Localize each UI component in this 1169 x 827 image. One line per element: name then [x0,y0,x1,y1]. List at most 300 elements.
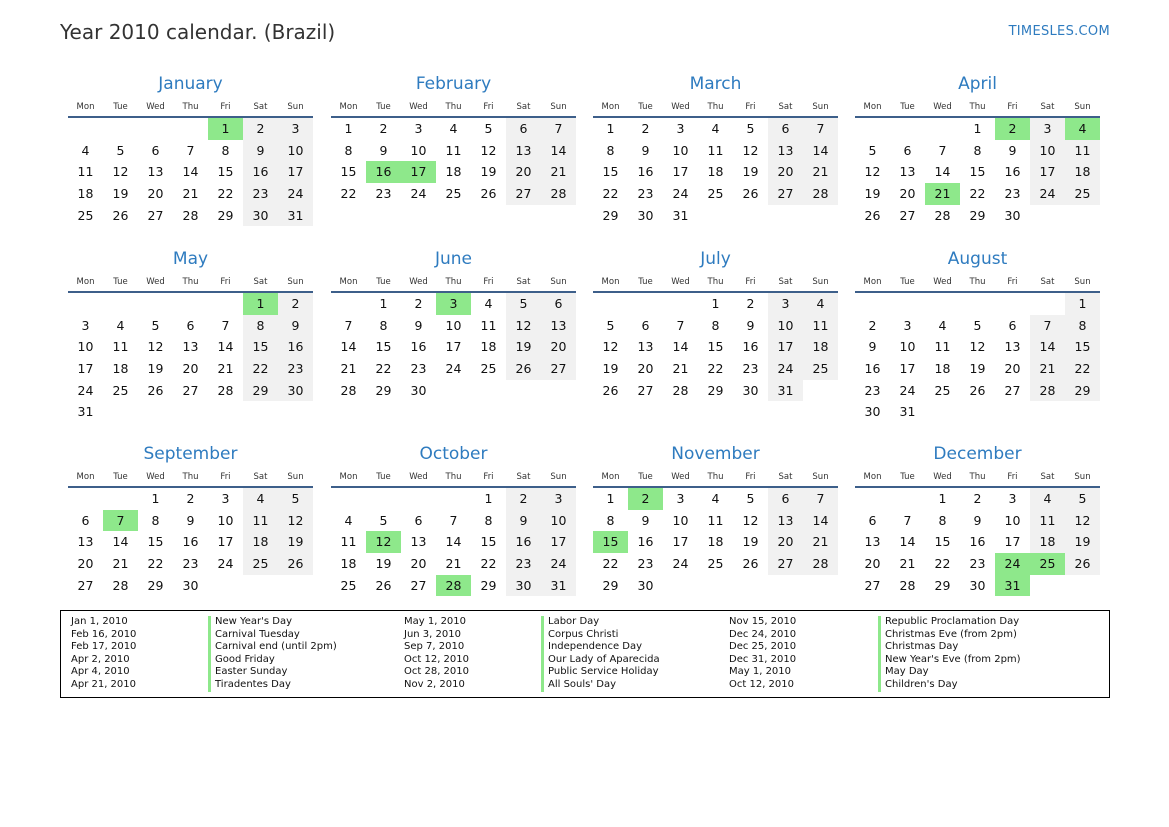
week-row [68,358,313,380]
day-cell: 24 [1030,183,1065,205]
day-cell: 2 [278,293,313,315]
site-link[interactable]: TIMESLES.COM [1008,24,1110,39]
day-cell: 23 [864,382,881,398]
day-cell: 5 [746,491,755,506]
weekday-label: Thu [707,277,724,287]
day-cell: 3 [768,293,803,315]
day-cell: 8 [151,512,160,528]
day-cell: 27 [77,577,94,593]
month-december [855,444,1100,596]
day-cell: 3 [541,488,576,510]
day-cell: 26 [1065,553,1100,575]
day-cell: 27 [768,553,803,575]
day-cell: 4 [243,488,278,510]
day-cell: 19 [375,556,392,572]
weekday-label: Fri [483,472,494,482]
holiday-name: Independence Day [541,641,660,654]
day-cell: 20 [899,186,916,202]
day-cell: 2 [746,296,755,311]
day-cell: 8 [711,317,720,333]
week-row [593,161,838,183]
day-cell: 27 [768,183,803,205]
day-cell: 30 [637,207,654,223]
day-cell: 10 [77,339,94,355]
holiday-name: New Year's Day [208,616,337,629]
day-cell: 23 [969,556,986,572]
day-cell: 7 [938,142,947,158]
day-cell: 30 [182,577,199,593]
day-cell: 19 [480,164,497,180]
holiday-name: Republic Proclamation Day [878,616,1021,629]
day-cell: 13 [541,315,576,337]
day-cell: 24 [995,553,1030,575]
week-row [855,401,1100,423]
week-row [855,118,1100,140]
week-row [68,161,313,183]
day-cell: 13 [147,164,164,180]
day-cell: 26 [147,382,164,398]
weekday-header-row [68,100,313,118]
empty-day [925,293,960,315]
weekday-label: Mon [76,472,95,482]
day-cell: 18 [707,534,724,550]
week-row [855,380,1100,402]
weekday-label: Sun [550,277,567,287]
day-cell: 6 [151,142,160,158]
weekday-label: Thu [445,277,462,287]
day-cell: 26 [506,358,541,380]
day-cell: 31 [77,404,94,420]
day-cell: 10 [899,339,916,355]
weekday-label: Fri [220,472,231,482]
month-name: September [143,444,238,464]
weekday-label: Mon [601,277,620,287]
week-row [855,293,1100,315]
day-cell: 15 [934,534,951,550]
day-cell: 13 [768,140,803,162]
day-cell: 13 [768,510,803,532]
day-cell: 6 [81,512,90,528]
holiday-name: New Year's Eve (from 2pm) [878,654,1021,667]
holiday-name: Our Lady of Aparecida [541,654,660,667]
week-row [331,531,576,553]
day-cell: 15 [375,339,392,355]
day-cell: 13 [1004,339,1021,355]
weekday-label: Thu [445,102,462,112]
day-cell: 21 [899,556,916,572]
day-cell: 22 [340,186,357,202]
day-cell: 17 [672,164,689,180]
day-cell: 4 [711,491,720,506]
week-row [593,553,838,575]
weekday-label: Thu [182,102,199,112]
day-cell: 26 [602,382,619,398]
day-cell: 4 [938,317,947,333]
day-cell: 18 [934,361,951,377]
weekday-label: Thu [969,277,986,287]
day-cell: 11 [340,534,357,550]
day-cell: 15 [707,339,724,355]
day-cell: 2 [414,296,423,311]
empty-day [471,380,506,402]
day-cell: 25 [1030,553,1065,575]
day-cell: 7 [344,317,353,333]
day-cell: 6 [903,142,912,158]
day-cell: 2 [868,317,877,333]
week-row [593,315,838,337]
empty-day [1030,205,1065,227]
holiday-name: Carnival end (until 2pm) [208,641,337,654]
day-cell: 23 [278,358,313,380]
week-row [68,553,313,575]
day-cell: 20 [637,361,654,377]
day-cell: 31 [672,207,689,223]
holiday-name: May Day [878,666,1021,679]
day-cell: 15 [602,164,619,180]
day-cell: 25 [112,382,129,398]
weekday-header-row [68,275,313,293]
day-cell: 16 [1004,164,1021,180]
weekday-header-row [855,470,1100,488]
day-cell: 30 [1004,207,1021,223]
week-row [855,205,1100,227]
day-cell: 28 [803,183,838,205]
day-cell: 13 [182,339,199,355]
holiday-name: Good Friday [208,654,337,667]
day-cell: 12 [742,512,759,528]
weekday-label: Sat [253,277,268,287]
day-cell: 20 [182,361,199,377]
day-cell: 15 [593,531,628,553]
weekday-header-row [331,470,576,488]
weekday-label: Fri [483,102,494,112]
empty-day [506,380,541,402]
day-cell: 22 [243,358,278,380]
day-cell: 13 [410,534,427,550]
empty-day [103,293,138,315]
weekday-label: Tue [900,472,915,482]
day-cell: 23 [637,556,654,572]
day-cell: 15 [243,336,278,358]
holiday-legend [60,610,1110,698]
weekday-label: Mon [601,472,620,482]
day-cell: 22 [707,361,724,377]
day-cell: 22 [480,556,497,572]
week-row [331,510,576,532]
holiday-date: Oct 12, 2010 [729,678,794,690]
empty-day [331,293,366,315]
day-cell: 2 [186,491,195,506]
day-cell: 28 [541,183,576,205]
weekday-label: Sat [778,277,793,287]
empty-day [1065,401,1100,423]
week-row [855,553,1100,575]
day-cell: 12 [366,531,401,553]
holiday-date: May 1, 2010 [404,616,467,627]
month-name: July [700,249,731,269]
day-cell: 21 [1030,358,1065,380]
weekday-label: Mon [601,102,620,112]
day-cell: 26 [864,207,881,223]
day-cell: 9 [278,315,313,337]
weekday-label: Tue [900,102,915,112]
day-cell: 13 [506,140,541,162]
empty-day [1030,575,1065,597]
day-cell: 4 [803,293,838,315]
empty-day [208,401,243,423]
day-cell: 4 [116,317,125,333]
week-row [855,510,1100,532]
empty-day [995,293,1030,315]
week-row [331,315,576,337]
weekday-label: Mon [339,472,358,482]
holiday-date: Apr 4, 2010 [71,666,130,678]
weekday-label: Fri [220,102,231,112]
holiday-date: Nov 15, 2010 [729,616,797,627]
day-cell: 20 [864,556,881,572]
day-cell: 5 [151,317,160,333]
day-cell: 6 [768,118,803,140]
day-cell: 2 [243,118,278,140]
day-cell: 5 [746,121,755,136]
holiday-date: Feb 16, 2010 [71,628,137,640]
week-row [68,293,313,315]
day-cell: 17 [401,161,436,183]
day-cell: 12 [112,164,129,180]
day-cell: 16 [864,361,881,377]
day-cell: 3 [1008,491,1017,506]
day-cell: 3 [676,121,685,136]
day-cell: 7 [103,510,138,532]
weekday-label: Wed [671,277,690,287]
weekday-label: Wed [933,102,952,112]
day-cell: 21 [217,361,234,377]
holiday-date: Oct 28, 2010 [404,666,469,678]
day-cell: 27 [864,577,881,593]
day-cell: 7 [1030,315,1065,337]
weekday-label: Fri [745,102,756,112]
weekday-label: Tue [900,277,915,287]
empty-day [925,118,960,140]
day-cell: 17 [278,161,313,183]
week-row [593,140,838,162]
empty-day [733,205,768,227]
day-cell: 3 [903,317,912,333]
day-cell: 19 [742,534,759,550]
day-cell: 14 [803,140,838,162]
weekday-label: Sat [253,472,268,482]
day-cell: 2 [641,121,650,136]
day-cell: 10 [672,512,689,528]
week-row [593,118,838,140]
day-cell: 28 [672,382,689,398]
day-cell: 3 [676,491,685,506]
day-cell: 25 [803,358,838,380]
day-cell: 30 [637,577,654,593]
weekday-label: Sun [1074,472,1091,482]
day-cell: 25 [707,556,724,572]
empty-day [593,293,628,315]
month-march [593,74,838,226]
day-cell: 1 [606,121,615,136]
day-cell: 30 [243,205,278,227]
week-row [593,380,838,402]
day-cell: 29 [969,207,986,223]
day-cell: 27 [147,207,164,223]
weekday-label: Wed [671,102,690,112]
empty-day [995,401,1030,423]
day-cell: 8 [344,142,353,158]
day-cell: 8 [243,315,278,337]
day-cell: 24 [445,361,462,377]
weekday-label: Thu [969,472,986,482]
holiday-name: Carnival Tuesday [208,629,337,642]
month-june [331,249,576,401]
empty-day [733,575,768,597]
day-cell: 15 [969,164,986,180]
day-cell: 30 [969,577,986,593]
day-cell: 7 [221,317,230,333]
weekday-label: Sun [550,472,567,482]
day-cell: 15 [147,534,164,550]
week-row [68,531,313,553]
day-cell: 18 [445,164,462,180]
day-cell: 18 [77,186,94,202]
empty-day [960,293,995,315]
day-cell: 19 [742,164,759,180]
empty-day [890,293,925,315]
day-cell: 25 [445,186,462,202]
month-february [331,74,576,205]
week-row [331,161,576,183]
day-cell: 17 [1004,534,1021,550]
day-cell: 25 [1065,183,1100,205]
empty-day [803,575,838,597]
day-cell: 9 [379,142,388,158]
day-cell: 28 [182,207,199,223]
day-cell: 9 [414,317,423,333]
day-cell: 1 [243,293,278,315]
day-cell: 31 [278,205,313,227]
week-row [855,336,1100,358]
holiday-date: Jun 3, 2010 [404,628,461,640]
day-cell: 5 [606,317,615,333]
day-cell: 8 [221,142,230,158]
day-cell: 6 [641,317,650,333]
weekday-label: Sun [812,102,829,112]
day-cell: 27 [182,382,199,398]
day-cell: 27 [1004,382,1021,398]
day-cell: 18 [803,336,838,358]
day-cell: 14 [112,534,129,550]
weekday-label: Wed [409,102,428,112]
day-cell: 25 [340,577,357,593]
day-cell: 23 [742,361,759,377]
weekday-label: Sun [812,277,829,287]
day-cell: 15 [340,164,357,180]
day-cell: 21 [803,161,838,183]
day-cell: 7 [676,317,685,333]
weekday-label: Wed [933,472,952,482]
empty-day [278,575,313,597]
week-row [68,118,313,140]
month-name: November [671,444,760,464]
day-cell: 7 [449,512,458,528]
weekday-label: Sat [1040,277,1055,287]
day-cell: 19 [864,186,881,202]
day-cell: 23 [375,186,392,202]
weekday-label: Wed [146,102,165,112]
empty-day [628,293,663,315]
month-name: August [947,249,1008,269]
day-cell: 15 [480,534,497,550]
weekday-label: Sat [1040,102,1055,112]
day-cell: 10 [541,510,576,532]
empty-day [768,205,803,227]
weekday-header-row [855,275,1100,293]
empty-day [103,118,138,140]
day-cell: 4 [449,121,458,136]
week-row [331,358,576,380]
weekday-label: Thu [445,472,462,482]
month-name: October [419,444,488,464]
weekday-label: Fri [745,277,756,287]
day-cell: 17 [672,534,689,550]
day-cell: 28 [217,382,234,398]
day-cell: 8 [379,317,388,333]
day-cell: 29 [707,382,724,398]
weekday-label: Sun [550,102,567,112]
day-cell: 20 [541,336,576,358]
holiday-name: Christmas Eve (from 2pm) [878,629,1021,642]
day-cell: 25 [77,207,94,223]
weekday-label: Mon [339,102,358,112]
day-cell: 10 [410,142,427,158]
holiday-date: Apr 21, 2010 [71,678,137,690]
day-cell: 27 [899,207,916,223]
month-name: March [689,74,742,94]
weekday-label: Wed [409,472,428,482]
day-cell: 1 [344,121,353,136]
day-cell: 9 [243,140,278,162]
day-cell: 21 [445,556,462,572]
day-cell: 4 [1065,118,1100,140]
empty-day [768,575,803,597]
week-row [855,531,1100,553]
day-cell: 21 [112,556,129,572]
day-cell: 17 [768,336,803,358]
empty-day [855,293,890,315]
weekday-label: Tue [376,472,391,482]
day-cell: 24 [77,382,94,398]
day-cell: 28 [112,577,129,593]
day-cell: 4 [344,512,353,528]
day-cell: 28 [803,553,838,575]
day-cell: 17 [1030,161,1065,183]
weekday-label: Mon [339,277,358,287]
day-cell: 22 [147,556,164,572]
day-cell: 12 [147,339,164,355]
day-cell: 16 [742,339,759,355]
week-row [68,510,313,532]
day-cell: 17 [445,339,462,355]
day-cell: 1 [151,491,160,506]
week-row [855,358,1100,380]
day-cell: 7 [803,118,838,140]
empty-day [243,575,278,597]
weekday-header-row [68,470,313,488]
day-cell: 21 [803,531,838,553]
